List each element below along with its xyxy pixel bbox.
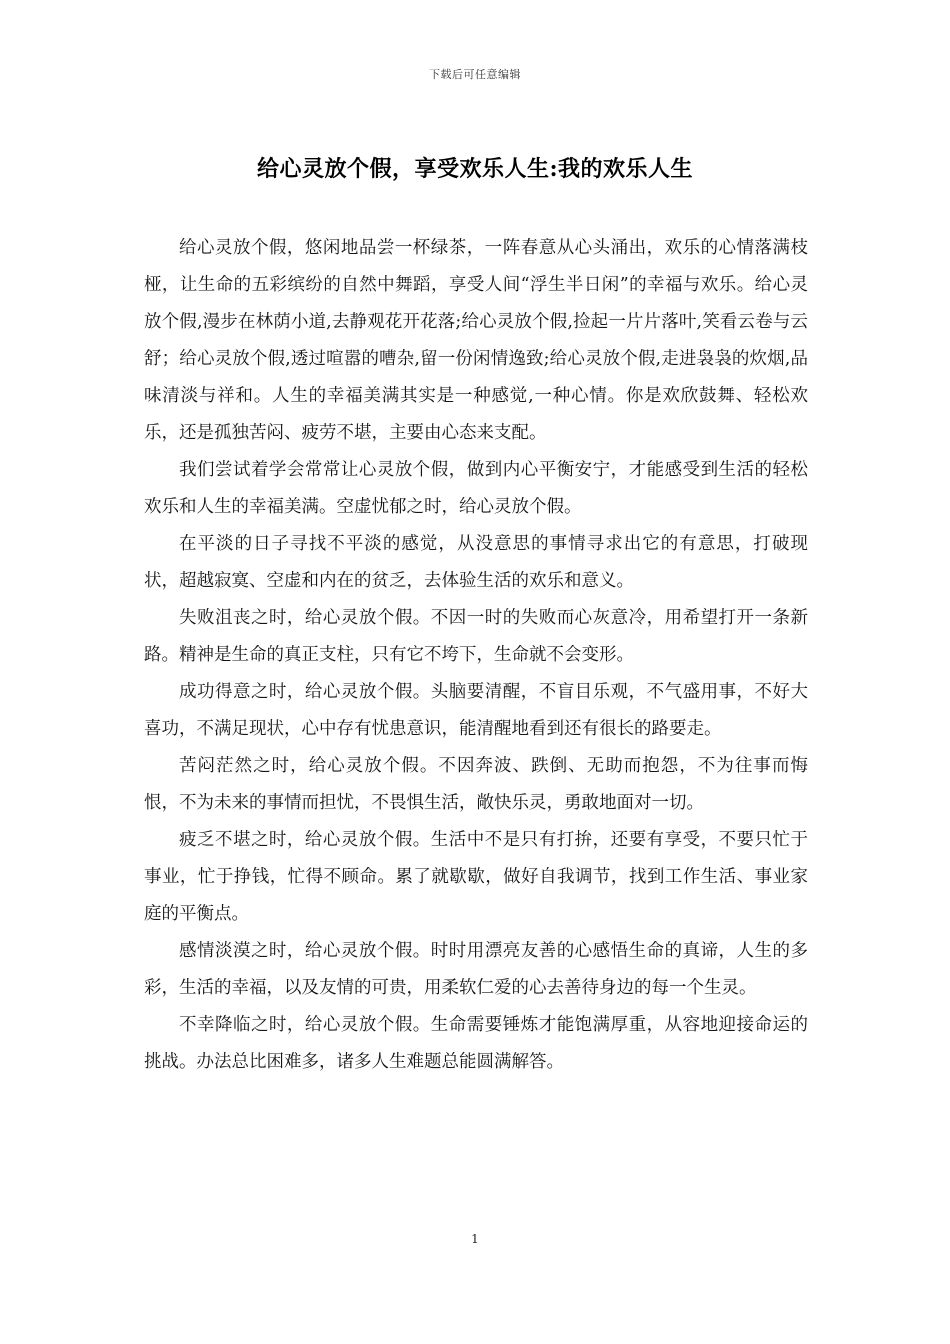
- paragraph: 苦闷茫然之时，给心灵放个假。不因奔波、跌倒、无助而抱怨，不为往事而悔恨，不为未来的事情而担忧，不畏惧生活，敞快乐灵，勇敢地面对一切。: [144, 756, 808, 813]
- paragraph: 失败沮丧之时，给心灵放个假。不因一时的失败而心灰意冷，用希望打开一条新路。精神是生命的真正支柱，只有它不垮下，生命就不会变形。: [144, 608, 808, 665]
- paragraph: 在平淡的日子寻找不平淡的感觉，从没意思的事情寻求出它的有意思，打破现状，超越寂寞、空虚和内在的贫乏，去体验生活的欢乐和意义。: [144, 534, 808, 591]
- paragraph: 给心灵放个假，悠闲地品尝一杯绿茶，一阵春意从心头涌出，欢乐的心情落满枝桠，让生命的五彩缤纷的自然中舞蹈，享受人间“浮生半日闲”的幸福与欢乐。给心灵放个假,漫步在林荫小道,去静观花开花落;给心灵放个假,捡起一片片落叶,笑看云卷与云舒；给心灵放个假,透过喧嚣的嘈杂,留一份闲情逸致;给心灵放个假,走进袅袅的炊烟,品味清淡与祥和。人生的幸福美满其实是一种感觉,一种心情。你是欢欣鼓舞、轻松欢乐，还是孤独苦闷、疲劳不堪，主要由心态来支配。: [144, 238, 808, 443]
- paragraph: 我们尝试着学会常常让心灵放个假，做到内心平衡安宁，才能感受到生活的轻松欢乐和人生的幸福美满。空虚忧郁之时，给心灵放个假。: [144, 460, 808, 517]
- header-note: 下载后可任意编辑: [429, 68, 521, 81]
- paragraph: 不幸降临之时，给心灵放个假。生命需要锤炼才能饱满厚重，从容地迎接命运的挑战。办法总比困难多，诸多人生难题总能圆满解答。: [144, 1015, 808, 1072]
- document-title: 给心灵放个假，享受欢乐人生:我的欢乐人生: [256, 156, 694, 182]
- paragraph: 疲乏不堪之时，给心灵放个假。生活中不是只有打拚，还要有享受，不要只忙于事业，忙于挣钱，忙得不顾命。累了就歇歇，做好自我调节，找到工作生活、事业家庭的平衡点。: [144, 830, 808, 924]
- paragraph: 感情淡漠之时，给心灵放个假。时时用漂亮友善的心感悟生命的真谛，人生的多彩，生活的幸福，以及友情的可贵，用柔软仁爱的心去善待身边的每一个生灵。: [144, 941, 808, 998]
- paragraph: 成功得意之时，给心灵放个假。头脑要清醒，不盲目乐观，不气盛用事，不好大喜功，不满足现状，心中存有忧患意识，能清醒地看到还有很长的路要走。: [144, 682, 808, 739]
- page-number: 1: [471, 1232, 479, 1246]
- document-body: [144, 230, 808, 1081]
